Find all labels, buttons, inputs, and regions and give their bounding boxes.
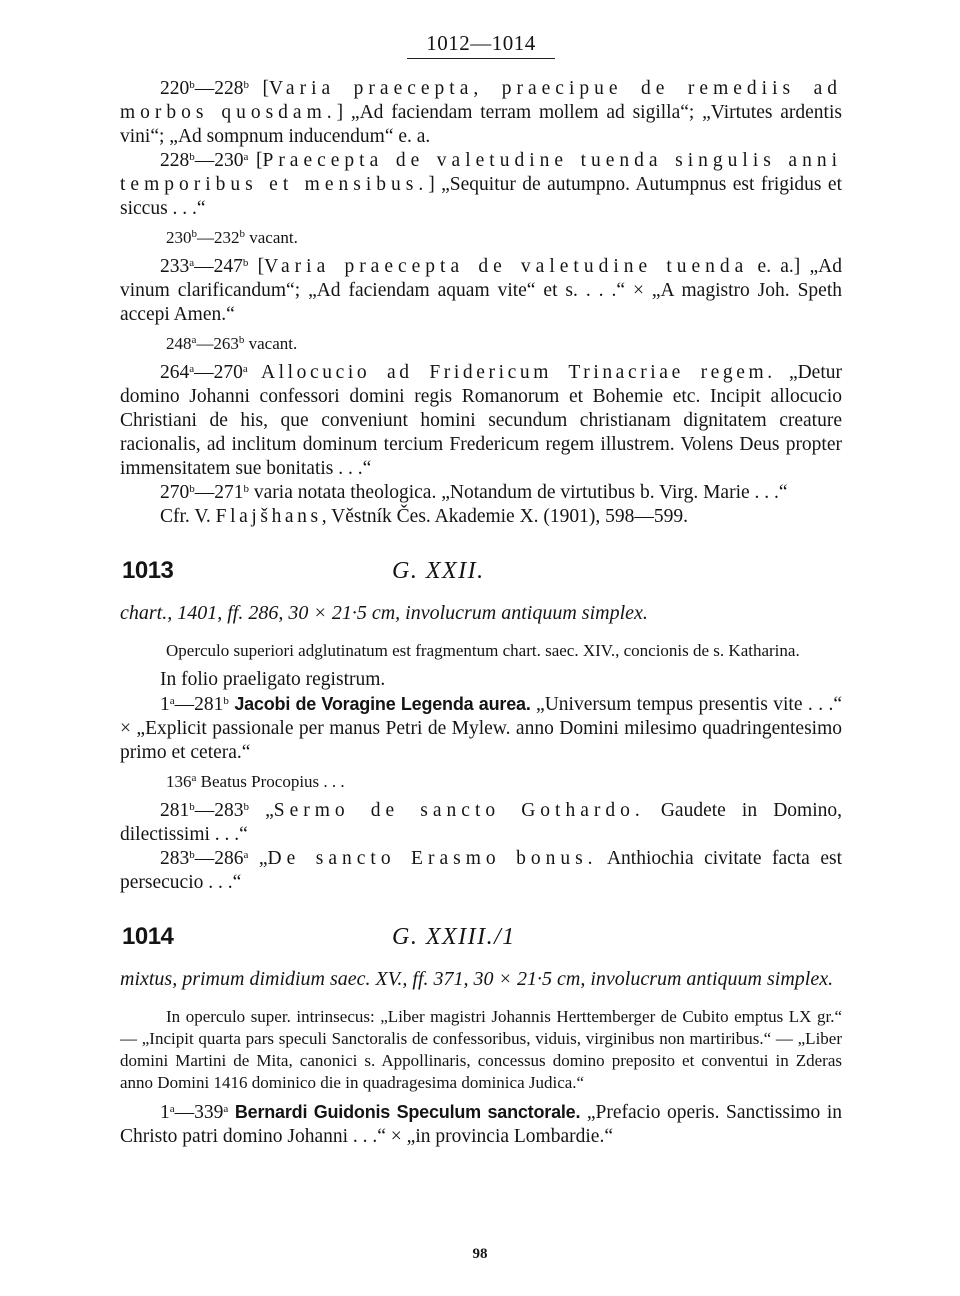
sup-a: a	[169, 695, 175, 707]
binding-note: In operculo super. intrinsecus: „Liber magistri Johannis Herttemberger de Cubito emptus LX gr.“ — „Incipit quarta pars speculi Sanctoralis de confessoribus, viduis, virginibus non martiribus.“ — „Liber domini Martini de Mita, canonici s. Appollinaris, concessus domino preposito et conventui in Zderas anno Domini 1416 dominico die in quadragesima dominica Judica.“	[120, 1007, 842, 1092]
spaced-title: Allocucio ad Fridericum Trinacriae regem.	[260, 362, 776, 383]
work-title: Jacobi de Voragine Legenda aurea.	[234, 694, 531, 714]
folio-end: —270	[194, 362, 243, 383]
sup-a: a	[191, 772, 197, 784]
page	[120, 30, 842, 1149]
folio-end: —286	[194, 848, 244, 869]
ref-prefix: Cfr. V.	[160, 506, 216, 527]
running-header: 1012—1014	[426, 31, 536, 55]
item-1a-281b	[120, 692, 842, 765]
item-text: „Detur domino Johanni confessori domini regis Romanorum et Bohemie etc. Incipit allocucio Christiani de his, que conveniunt homini secundum christianam dignitatem creature racionalis, ad inclitum dominum tercium Fredericum regem illustrem. Volens Deus propter immensitatem sue bonitatis . . .“	[120, 362, 842, 479]
folio-start: 281	[160, 800, 190, 821]
item-264a-270a	[120, 361, 842, 481]
folio-start: 230	[166, 228, 192, 247]
folio-end: —232	[197, 228, 240, 247]
folio-end: —247	[194, 256, 243, 277]
item-text: „Prefacio operis. Sanctissimo in Christo patri domino Johanni . . .“ × „in provincia Lombardie.“	[120, 1102, 843, 1147]
bracket: [	[249, 78, 270, 99]
sup-a: a	[243, 151, 249, 163]
item-text: Beatus Procopius . . .	[196, 772, 345, 791]
entry-number: 1014	[122, 923, 174, 950]
ref-rest: , Věstník Čes. Akademie X. (1901), 598—599.	[321, 506, 689, 527]
item-text: varia notata theologica. „Notandum de virtutibus b. Virg. Marie . . .“	[249, 482, 788, 503]
item-228b-230a	[120, 149, 842, 221]
sup-a: a	[242, 363, 248, 375]
folio-start: 248	[166, 334, 192, 353]
ref-author: Flajšhans	[215, 506, 322, 527]
item-1a-339a	[120, 1100, 842, 1149]
folio-end: —271	[194, 482, 244, 503]
manuscript-description: mixtus, primum dimidium saec. XV., ff. 371, 30 × 21·5 cm, involucrum antiquum simplex.	[120, 968, 834, 990]
folio-end: —230	[194, 150, 244, 171]
spaced-title: Varia praecepta, praecipue de remediis ad morbos quosdam.	[120, 78, 842, 123]
sup-b: b	[242, 257, 249, 269]
item-281b-283b	[120, 799, 842, 847]
binding-note: Operculo superiori adglutinatum est fragmentum chart. saec. XIV., concionis de s. Katharina.	[166, 641, 800, 660]
item-text: ] „Ad faciendam terram mollem ad sigilla“; „Virtutes ardentis vini“; „Ad sompnum inducendum“ e. a.	[120, 102, 842, 147]
sup-b: b	[243, 483, 249, 495]
space	[248, 362, 261, 383]
bracket: [	[248, 150, 263, 171]
item-text: „Universum tempus presentis vite . . .“ × „Explicit passionale per manus Petri de Mylew. anno Domini milesimo quadringentesimo primo et cetera.“	[120, 694, 843, 763]
sup-b: b	[189, 151, 195, 163]
folio-start: 233	[160, 256, 190, 277]
sup-b: b	[189, 849, 195, 861]
folio-start: 228	[160, 150, 190, 171]
sup-b: b	[243, 801, 249, 813]
shelf-mark: G. XXIII./1	[392, 924, 516, 950]
item-text: ] „Sequitur de autumpno. Autumpnus est frigidus et siccus . . .“	[120, 174, 843, 219]
sup-a: a	[191, 334, 197, 346]
spaced-title: De sancto Erasmo bonus.	[267, 848, 598, 869]
folio-start: 283	[160, 848, 190, 869]
sup-a: a	[189, 257, 195, 269]
spaced-title: Varia praecepta de valetudine tuenda	[264, 256, 749, 277]
sup-b: b	[189, 483, 195, 495]
folio-end: —263	[196, 334, 239, 353]
sup-b: b	[238, 334, 245, 346]
item-230b-232b	[120, 227, 842, 249]
item-248a-263b	[120, 333, 842, 355]
spaced-title: Praecepta de valetudine tuenda singulis anni temporibus et mensibus.	[120, 150, 842, 195]
folio-end: —228	[194, 78, 244, 99]
header-rule	[407, 58, 555, 59]
sup-a: a	[243, 849, 249, 861]
item-270b-271b	[120, 481, 842, 505]
spaced-title: Sermo de sancto Gothardo.	[273, 800, 645, 821]
sup-b: b	[243, 79, 249, 91]
sup-a: a	[223, 1103, 229, 1115]
quote-mark: „	[249, 800, 274, 821]
sup-b: b	[189, 79, 195, 91]
folio-end: —281	[174, 694, 224, 715]
entry-number: 1013	[122, 557, 174, 584]
bracket: [	[248, 256, 265, 277]
item-text: Anthiochia civitate facta est persecucio . . .“	[120, 848, 842, 893]
folio-start: 270	[160, 482, 190, 503]
entry-1013-heading	[120, 557, 842, 591]
folio-start: 220	[160, 78, 190, 99]
folio-start: 1	[160, 694, 170, 715]
sup-b: b	[239, 228, 245, 240]
sup-a: a	[169, 1103, 175, 1115]
item-220b-228b	[120, 77, 842, 149]
reference-line	[120, 505, 842, 529]
folio: 136	[166, 772, 192, 791]
item-283b-286a	[120, 847, 842, 895]
item-text: Gaudete in Domino, dilectissimi . . .“	[120, 800, 842, 845]
entry-1014-heading	[120, 923, 842, 957]
folio-end: —283	[194, 800, 244, 821]
sup-b: b	[191, 228, 197, 240]
quote-mark: „	[248, 848, 268, 869]
work-title: Bernardi Guidonis Speculum sanctorale.	[234, 1102, 581, 1122]
page-number: 98	[472, 1246, 488, 1262]
item-text: vacant.	[244, 334, 298, 353]
manuscript-description: chart., 1401, ff. 286, 30 × 21·5 cm, involucrum antiquum simplex.	[120, 602, 648, 624]
item-registrum: In folio praeligato registrum.	[160, 669, 386, 690]
sup-b: b	[189, 801, 195, 813]
folio-start: 264	[160, 362, 190, 383]
item-text: e. a.] „Ad vinum clarificandum“; „Ad faciendam aquam vite“ et s. . . .“ × „A magistro Joh. Speth accepi Amen.“	[120, 256, 842, 325]
item-text: vacant.	[245, 228, 298, 247]
item-233a-247b	[120, 255, 842, 327]
folio-start: 1	[160, 1102, 170, 1123]
sup-a: a	[189, 363, 195, 375]
shelf-mark: G. XXII.	[392, 558, 485, 584]
folio-end: —339	[174, 1102, 224, 1123]
item-136a	[120, 771, 842, 793]
sup-b: b	[223, 695, 229, 707]
